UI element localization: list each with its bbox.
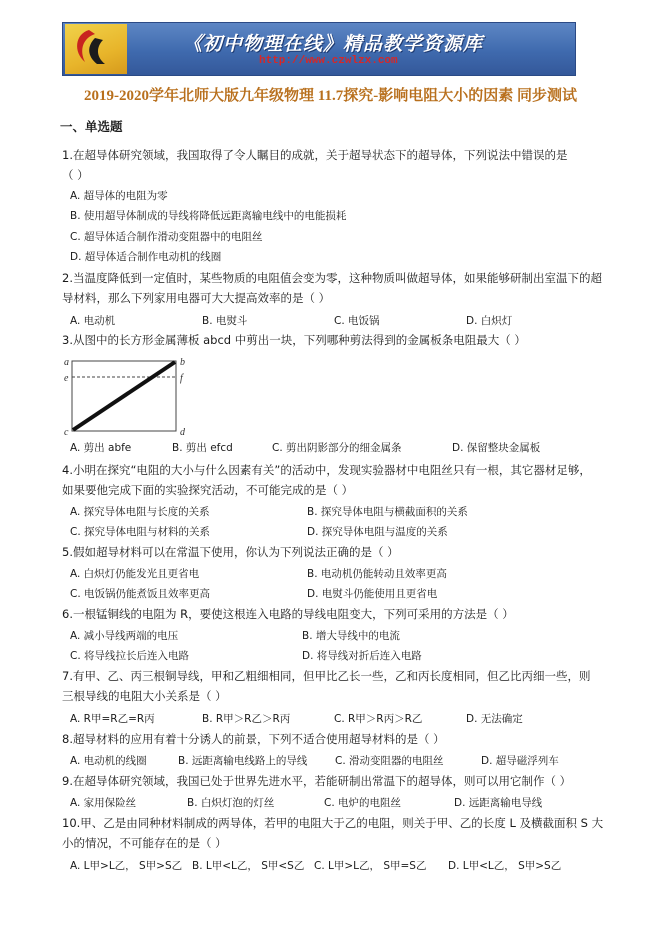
question-3-stem: 3.从图中的长方形金属薄板 abcd 中剪出一块，下列哪种剪法得到的金属板条电阻最大（ ） bbox=[62, 333, 526, 347]
question-5-option-d[interactable]: D. 电熨斗仍能使用且更省电 bbox=[307, 588, 438, 600]
question-10-option-d[interactable]: D. L甲<L乙， S甲>S乙 bbox=[448, 860, 562, 872]
question-9-option-a[interactable]: A. 家用保险丝 bbox=[70, 797, 137, 809]
question-9-option-b[interactable]: B. 白炽灯泡的灯丝 bbox=[187, 797, 275, 809]
question-4-option-c[interactable]: C. 探究导体电阻与材料的关系 bbox=[70, 526, 211, 538]
question-9-option-d[interactable]: D. 远距离输电导线 bbox=[454, 797, 543, 809]
question-1-option-c[interactable]: C. 超导体适合制作滑动变阻器中的电阻丝 bbox=[70, 231, 263, 243]
question-1-option-a[interactable]: A. 超导体的电阻为零 bbox=[70, 190, 168, 202]
figure-label-b: b bbox=[180, 357, 185, 368]
question-4-option-a[interactable]: A. 探究导体电阻与长度的关系 bbox=[70, 506, 210, 518]
question-7-stem-line-2: 三根导线的电阻大小关系是（ ） bbox=[62, 689, 227, 703]
question-1-stem-line-2: （ ） bbox=[62, 168, 89, 182]
question-8-option-d[interactable]: D. 超导磁浮列车 bbox=[481, 755, 559, 767]
question-8-option-a[interactable]: A. 电动机的线圈 bbox=[70, 755, 147, 767]
banner-url[interactable]: http://www.czwlzx.com bbox=[259, 55, 398, 67]
question-3-option-a[interactable]: A. 剪出 abfe bbox=[70, 442, 132, 454]
question-2-option-d[interactable]: D. 白炽灯 bbox=[466, 315, 513, 327]
question-2-option-a[interactable]: A. 电动机 bbox=[70, 315, 116, 327]
question-6-option-d[interactable]: D. 将导线对折后连入电路 bbox=[302, 650, 422, 662]
question-3-option-b[interactable]: B. 剪出 efcd bbox=[172, 442, 233, 454]
question-1-option-d[interactable]: D. 超导体适合制作电动机的线圈 bbox=[70, 251, 222, 263]
question-10-option-b[interactable]: B. L甲<L乙， S甲<S乙 bbox=[192, 860, 305, 872]
question-10-option-a[interactable]: A. L甲>L乙， S甲>S乙 bbox=[70, 860, 183, 872]
question-10-stem-line-2: 小的情况，不可能存在的是（ ） bbox=[62, 836, 227, 850]
question-5-stem: 5.假如超导材料可以在常温下使用，你认为下列说法正确的是（ ） bbox=[62, 545, 399, 559]
question-4-stem-line-1: 4.小明在探究“电阻的大小与什么因素有关”的活动中，发现实验器材中电阻丝只有一根，其它器材足够， bbox=[62, 463, 591, 477]
question-7-stem-line-1: 7.有甲、乙、丙三根铜导线，甲和乙粗细相同，但甲比乙长一些，乙和丙长度相同，但乙比丙细一些，则 bbox=[62, 669, 591, 683]
question-2-option-b[interactable]: B. 电熨斗 bbox=[202, 315, 248, 327]
question-10-option-c[interactable]: C. L甲>L乙， S甲=S乙 bbox=[314, 860, 427, 872]
section-heading: 一、单选题 bbox=[60, 119, 123, 134]
banner-title: 《初中物理在线》精品教学资源库 bbox=[183, 33, 484, 55]
figure-label-e: e bbox=[64, 373, 69, 384]
question-4-stem-line-2: 如果要他完成下面的实验探究活动，不可能完成的是（ ） bbox=[62, 483, 354, 497]
question-7-option-d[interactable]: D. 无法确定 bbox=[466, 713, 523, 725]
document-title: 2019-2020学年北师大版九年级物理 11.7探究-影响电阻大小的因素 同步测试 bbox=[84, 88, 577, 104]
question-3-option-c[interactable]: C. 剪出阴影部分的细金属条 bbox=[272, 442, 402, 454]
question-4-option-b[interactable]: B. 探究导体电阻与横截面积的关系 bbox=[307, 506, 468, 518]
question-1-option-b[interactable]: B. 使用超导体制成的导线将降低远距离输电线中的电能损耗 bbox=[70, 210, 347, 222]
question-7-option-a[interactable]: A. R甲=R乙=R丙 bbox=[70, 713, 155, 725]
question-4-option-d[interactable]: D. 探究导体电阻与温度的关系 bbox=[307, 526, 448, 538]
figure-label-f: f bbox=[180, 373, 183, 384]
site-logo bbox=[65, 24, 127, 74]
question-5-option-b[interactable]: B. 电动机仍能转动且效率更高 bbox=[307, 568, 447, 580]
question-9-option-c[interactable]: C. 电炉的电阻丝 bbox=[324, 797, 402, 809]
question-6-option-c[interactable]: C. 将导线拉长后连入电路 bbox=[70, 650, 190, 662]
question-5-option-c[interactable]: C. 电饭锅仍能煮饭且效率更高 bbox=[70, 588, 211, 600]
question-5-option-a[interactable]: A. 白炽灯仍能发光且更省电 bbox=[70, 568, 200, 580]
question-6-stem: 6.一根锰铜线的电阻为 R，要使这根连入电路的导线电阻变大，下列可采用的方法是（ ） bbox=[62, 607, 514, 621]
question-8-stem: 8.超导材料的应用有着十分诱人的前景，下列不适合使用超导材料的是（ ） bbox=[62, 732, 445, 746]
question-3-option-d[interactable]: D. 保留整块金属板 bbox=[452, 442, 541, 454]
question-10-stem-line-1: 10.甲、乙是由同种材料制成的两导体，若甲的电阻大于乙的电阻，则关于甲、乙的长度 L 及横截面积 S 大 bbox=[62, 816, 604, 830]
figure-label-c: c bbox=[64, 427, 69, 437]
metal-plate-figure bbox=[62, 355, 192, 437]
question-6-option-b[interactable]: B. 增大导线中的电流 bbox=[302, 630, 400, 642]
question-7-option-c[interactable]: C. R甲＞R丙＞R乙 bbox=[334, 713, 423, 725]
question-2-stem-line-1: 2.当温度降低到一定值时，某些物质的电阻值会变为零，这种物质叫做超导体，如果能够研制出室温下的超 bbox=[62, 271, 602, 285]
question-1-stem-line-1: 1.在超导体研究领域，我国取得了令人瞩目的成就，关于超导状态下的超导体，下列说法中错误的是 bbox=[62, 148, 568, 162]
header-banner bbox=[62, 22, 576, 76]
question-6-option-a[interactable]: A. 减小导线两端的电压 bbox=[70, 630, 179, 642]
question-2-stem-line-2: 导材料，那么下列家用电器可大大提高效率的是（ ） bbox=[62, 291, 331, 305]
question-9-stem: 9.在超导体研究领域，我国已处于世界先进水平，若能研制出常温下的超导体，则可以用它制作（ ） bbox=[62, 774, 572, 788]
figure-label-d: d bbox=[180, 427, 185, 437]
question-8-option-b[interactable]: B. 远距离输电线路上的导线 bbox=[178, 755, 308, 767]
question-7-option-b[interactable]: B. R甲＞R乙＞R丙 bbox=[202, 713, 291, 725]
figure-label-a: a bbox=[64, 357, 69, 368]
question-8-option-c[interactable]: C. 滑动变阻器的电阻丝 bbox=[335, 755, 444, 767]
question-2-option-c[interactable]: C. 电饭锅 bbox=[334, 315, 380, 327]
